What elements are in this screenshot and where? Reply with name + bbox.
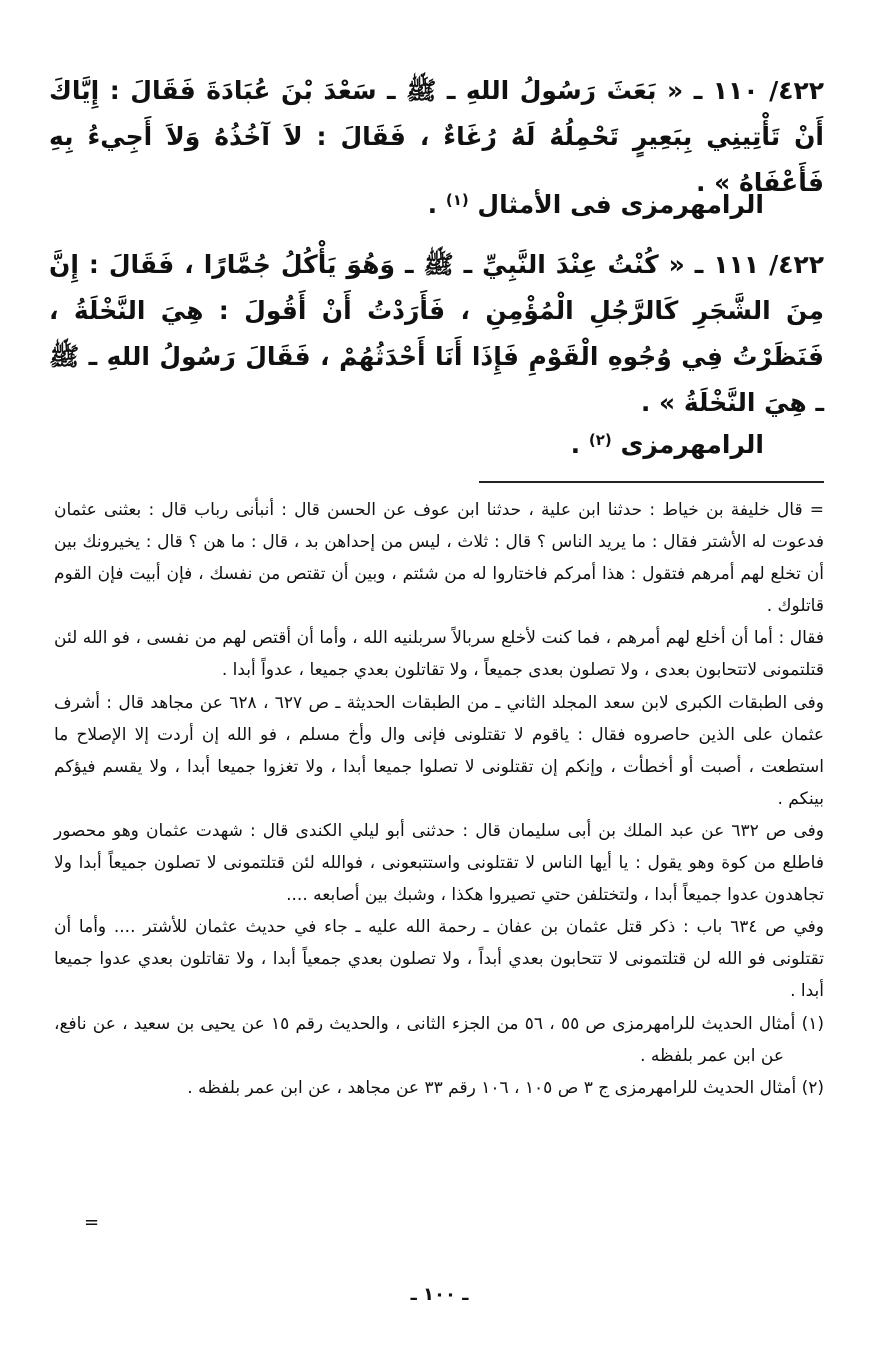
footnote-divider — [479, 481, 824, 483]
source-text: الرامهرمزى فى الأمثال — [477, 190, 764, 219]
footnote-2: (٢) أمثال الحديث للرامهرمزى ج ٣ ص ١٠٥ ، ١٠٦ رقم ٣٣ عن مجاهد ، عن ابن عمر بلفظه . — [187, 1077, 824, 1098]
hadith-110: ٤٢٢/ ١١٠ ـ « بَعَثَ رَسُولُ اللهِ ـ ﷺ ـ سَعْدَ بْنَ عُبَادَةَ فَقَالَ : إِيَّاكَ أَنْ تَأْتِينِي بِبَعِيرٍ تَحْمِلُهُ لَهُ رُغَاءٌ ، فَقَالَ : لاَ آخُذُهُ وَلاَ أَجِيءُ بِهِ فَأَعْفَاهُ » . — [49, 76, 824, 197]
footnote-1: (١) أمثال الحديث للرامهرمزى ص ٥٥ ، ٥٦ من الجزء الثانى ، والحديث رقم ١٥ عن يحيى بن سعيد ، عن نافع، عن ابن عمر بلفظه . — [54, 1013, 825, 1066]
footnote-continuation-paragraph: فقال : أما أن أخلع لهم أمرهم ، فما كنت لأخلع سربالاً سربلنيه الله ، وأما أن أقتص لهم من نفسى ، فو الله لئن قتلتمونى لاتتحابون بعدى ، ولا تصلون بعدى جميعاً ، ولا تقاتلون بعدي جميعا ، عدواً أبدا . — [54, 628, 824, 681]
source-end: . — [570, 430, 589, 459]
source-text: الرامهرمزى — [620, 430, 764, 459]
hadith-111-source — [571, 420, 764, 465]
footnote-continuation-paragraph: = قال خليفة بن خياط : حدثنا ابن علية ، حدثنا ابن عوف عن الحسن قال : أنبأنى رباب قال : بعثنى عثمان فدعوت له الأشتر فقال : ما يريد الناس ؟ قال : ثلاث ، ليس من إحداهن بد ، قال : ما هن ؟ قال : يخيرونك بين أن تخلع لهم أمرهم فتقول : هذا أمركم فاختاروا له من شئتم ، وبين أن تقتص من نفسك ، فإن أبيت فإن القوم قاتلوك . — [54, 500, 824, 617]
footnote-continuation-paragraph: وفي ص ٦٣٤ باب : ذكر قتل عثمان بن عفان ـ رحمة الله عليه ـ جاء في حديث عثمان للأشتر .... وأما أن تقتلونى فو الله لن قتلتمونى لا تتحابون بعدي أبداً ، ولا تصلون بعدي جمعياً أبدا ، ولا تقاتلون بعدي عدوا جميعا أبدا . — [54, 917, 824, 1002]
continuation-mark: = — [84, 1212, 100, 1233]
footnote-continuation-paragraph: وفى ص ٦٣٢ عن عبد الملك بن أبى سليمان قال : حدثنى أبو ليلي الكندى قال : شهدت عثمان وهو محصور فاطلع من كوة وهو يقول : يا أيها الناس لا تقتلونى واستتبعونى ، فوالله لئن قتلتمونى لا تصلون جميعاً أبدا ولا تجاهدون عدوا جميعاً أبدا ، ولتختلفن حتي تصيروا هكذا ، وشبك بين أصابعه .... — [54, 820, 824, 906]
footnote-ref-1: (١) — [445, 191, 469, 209]
hadith-110-source — [428, 180, 764, 225]
footnote-ref-2: (٢) — [588, 431, 612, 449]
source-end: . — [427, 190, 446, 219]
footnote-continuation-paragraph: وفى الطبقات الكبرى لابن سعد المجلد الثاني ـ من الطبقات الحديثة ـ ص ٦٢٧ ، ٦٢٨ عن مجاهد قال : أشرف عثمان على الذين حاصروه فقال : ياقوم لا تقتلونى فإنى وال وأخ مسلم ، فو الله إن أردت إلا الإصلاح ما استطعت ، أصبت أو أخطأت ، وإنكم إن تقتلونى لا تصلوا جميعا أبدا ، ولا تغزوا جميعا أبدا ، ولا يقسم فيؤكم بينكم . — [54, 692, 825, 809]
footnotes-section — [54, 494, 824, 1104]
hadith-111: ٤٢٢/ ١١١ ـ « كُنْتُ عِنْدَ النَّبِيِّ ـ ﷺ ـ وَهُوَ يَأْكُلُ جُمَّارًا ، فَقَالَ : إِنَّ مِنَ الشَّجَرِ كَالرَّجُلِ الْمُؤْمِنِ ، فَأَرَدْتُ أَنْ أَقُولَ : هِيَ النَّخْلَةُ ، فَنَظَرْتُ فِي وُجُوهِ الْقَوْمِ فَإِذَا أَنَا أَحْدَثُهُمْ ، فَقَالَ رَسُولُ اللهِ ـ ﷺ ـ هِيَ النَّخْلَةُ » . — [49, 250, 824, 417]
page-number: ـ ١٠٠ ـ — [410, 1284, 469, 1305]
